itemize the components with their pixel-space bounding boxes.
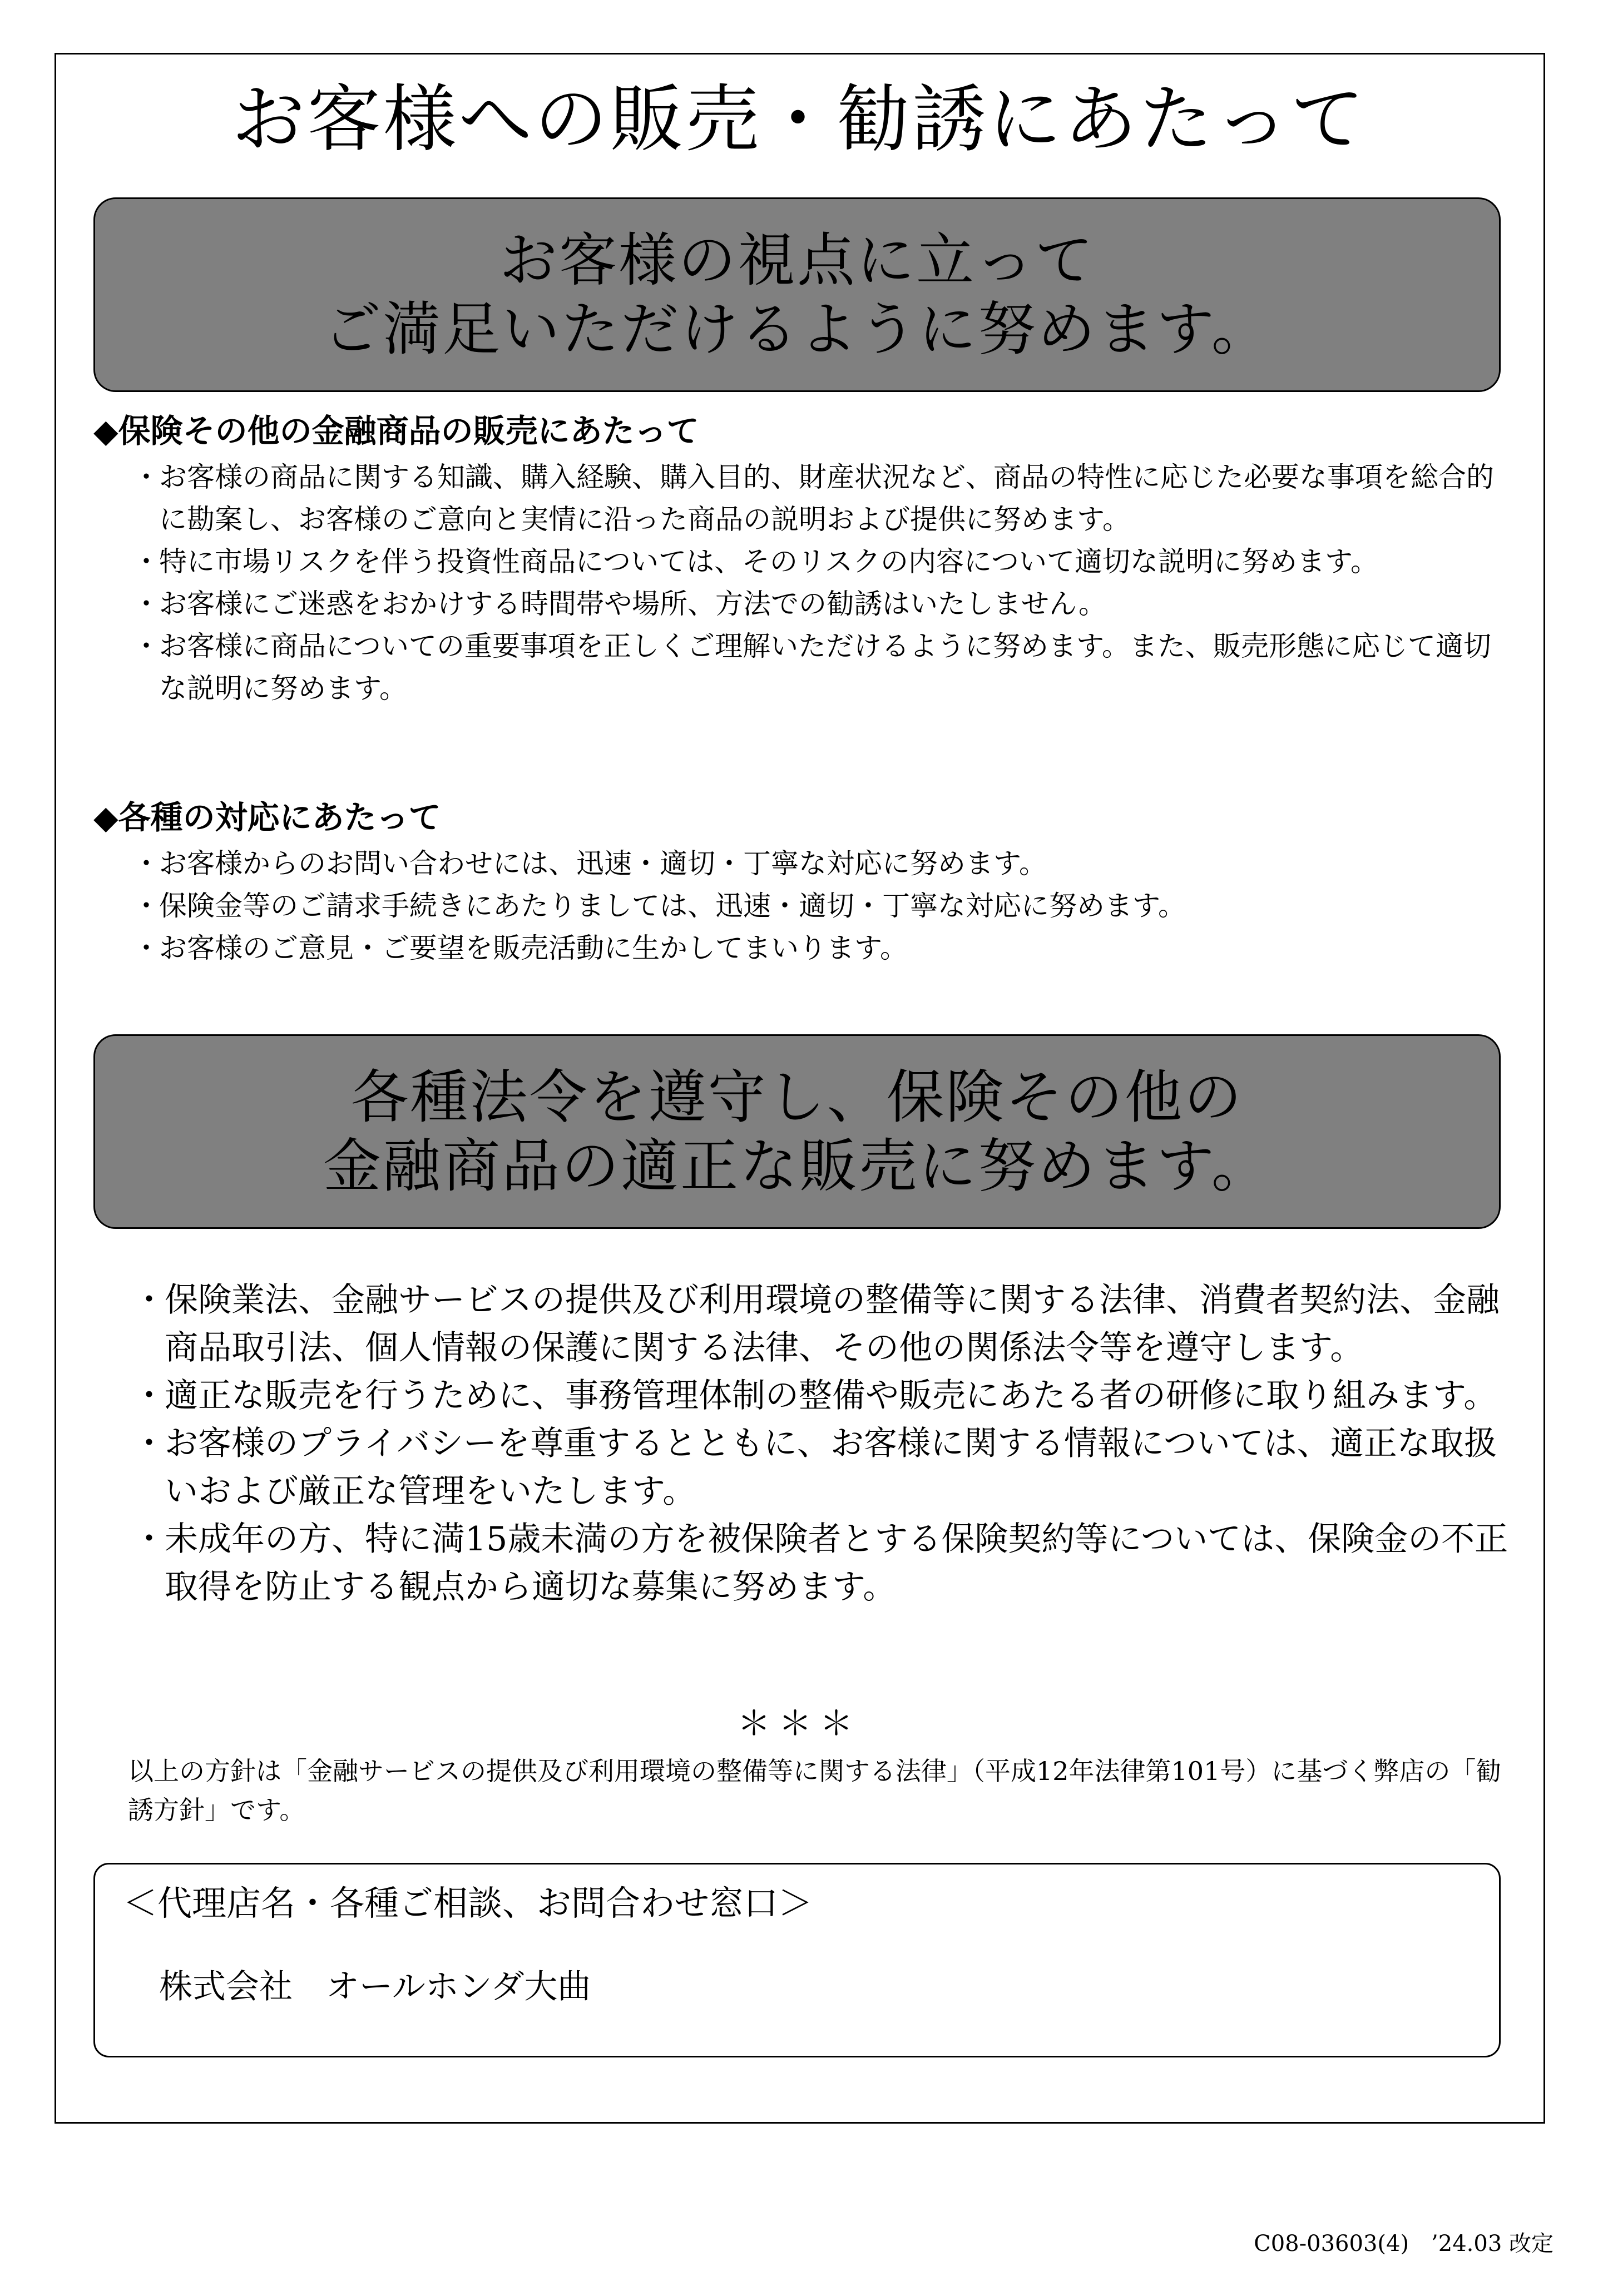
bullet-marker: ・ xyxy=(132,890,160,922)
bullet-marker: ・ xyxy=(132,1520,166,1559)
list-item: ・ 保険業法、金融サービスの提供及び利用環境の整備等に関する法律、消費者契約法、金融商品取引法、個人情報の保護に関する法律、その他の関係法令等を遵守します。 xyxy=(132,1276,1512,1372)
bullet-marker: ・ xyxy=(132,847,160,880)
bullet-marker: ・ xyxy=(132,1281,166,1320)
list-item: ・ お客様の商品に関する知識、購入経験、購入目的、財産状況など、商品の特性に応じた必要な事項を総合的に勘案し、お客様のご意向と実情に沿った商品の説明および提供に努めます。 xyxy=(132,456,1512,540)
policy-footnote: 以上の方針は「金融サービスの提供及び利用環境の整備等に関する法律」（平成12年法律第101号）に基づく弊店の「勧誘方針」です。 xyxy=(128,1756,1502,1825)
contact-box xyxy=(93,1863,1501,2057)
bullet-marker: ・ xyxy=(132,630,160,662)
banner-line-2: 金融商品の適正な販売に努めます。 xyxy=(323,1132,1271,1200)
banner-legal-compliance xyxy=(93,1034,1501,1229)
response-policy-list xyxy=(132,842,1512,969)
bullet-marker: ・ xyxy=(132,1424,166,1463)
sales-policy-list xyxy=(132,456,1512,710)
bullet-marker: ・ xyxy=(132,1376,166,1415)
section-heading-sales: ◆保険その他の金融商品の販売にあたって xyxy=(93,412,699,450)
contact-heading: ＜代理店名・各種ご相談、お問合わせ窓口＞ xyxy=(123,1883,813,1923)
banner-customer-viewpoint xyxy=(93,197,1501,392)
list-item: ・ お客様に商品についての重要事項を正しくご理解いただけるように努めます。また、販売形態に応じて適切な説明に努めます。 xyxy=(132,625,1512,710)
section-heading-response: ◆各種の対応にあたって xyxy=(93,799,441,836)
list-item: ・ 特に市場リスクを伴う投資性商品については、そのリスクの内容について適切な説明に努めます。 xyxy=(132,540,1512,583)
list-item: ・ 適正な販売を行うために、事務管理体制の整備や販売にあたる者の研修に取り組みます。 xyxy=(132,1372,1512,1420)
bullet-marker: ・ xyxy=(132,588,160,620)
page-title: お客様への販売・勧誘にあたって xyxy=(231,77,1367,162)
compliance-list xyxy=(132,1276,1512,1611)
list-item: ・ お客様からのお問い合わせには、迅速・適切・丁寧な対応に努めます。 xyxy=(132,842,1512,885)
separator-stars: ＊＊＊ xyxy=(737,1704,861,1743)
agency-name: 株式会社 オールホンダ大曲 xyxy=(159,1967,591,2006)
list-item: ・ お客様のプライバシーを尊重するとともに、お客様に関する情報については、適正な取扱いおよび厳正な管理をいたします。 xyxy=(132,1420,1512,1515)
banner-line-2: ご満足いただけるように努めます。 xyxy=(323,295,1271,363)
bullet-marker: ・ xyxy=(132,546,160,578)
banner-line-1: 各種法令を遵守し、保険その他の xyxy=(350,1063,1244,1131)
list-item: ・ 未成年の方、特に満15歳未満の方を被保険者とする保険契約等については、保険金の不正取得を防止する観点から適切な募集に努めます。 xyxy=(132,1515,1512,1611)
list-item: ・ お客様のご意見・ご要望を販売活動に生かしてまいります。 xyxy=(132,927,1512,969)
list-item: ・ 保険金等のご請求手続きにあたりましては、迅速・適切・丁寧な対応に努めます。 xyxy=(132,885,1512,927)
list-item: ・ お客様にご迷惑をおかけする時間帯や場所、方法での勧誘はいたしません。 xyxy=(132,583,1512,625)
bullet-marker: ・ xyxy=(132,461,160,493)
document-code: C08-03603(4) ’24.03 改定 xyxy=(1254,2231,1554,2257)
bullet-marker: ・ xyxy=(132,932,160,964)
banner-line-1: お客様の視点に立って xyxy=(499,226,1095,294)
